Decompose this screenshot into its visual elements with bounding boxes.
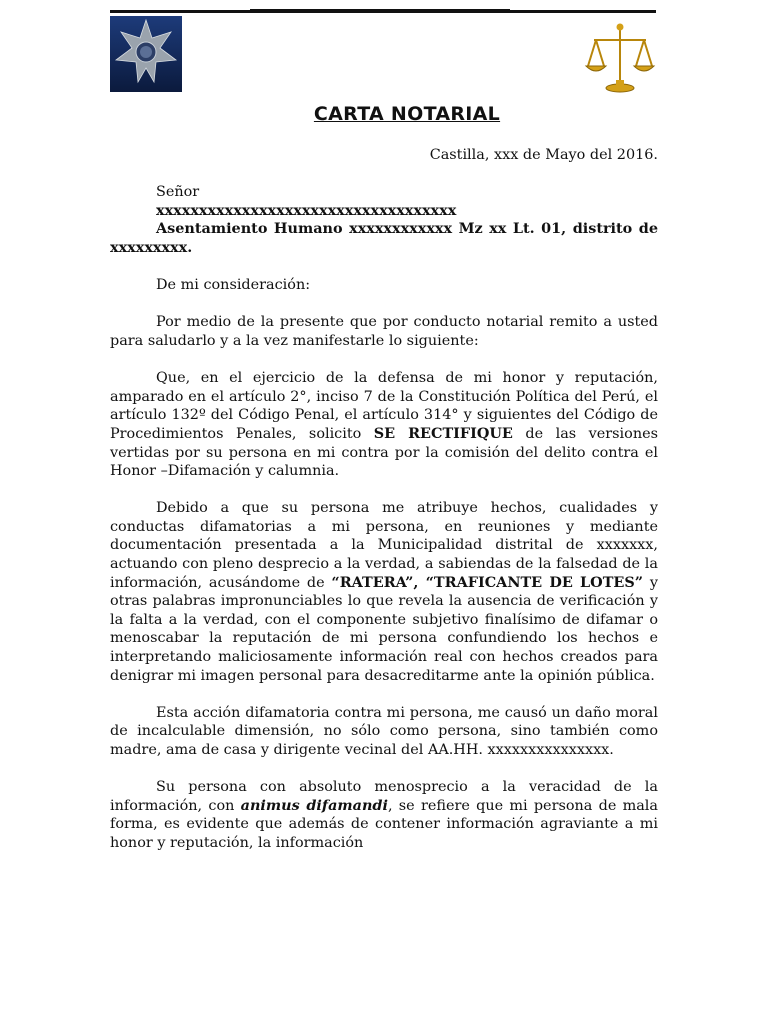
paragraph-text: y otras palabras impronunciables lo que revela la ausencia de verificación y la falta a la verdad, con el componente subjetivo finalísimo de difamar o menoscabar la reputación de mi persona confundiendo los hechos e interpretando maliciosamente información real con hechos creados para denigrar mi imagen personal para desacreditarme ante la opinión pública. (110, 574, 658, 684)
letter-body (110, 146, 658, 853)
paragraph-text: Debido a que su persona me atribuye hechos, cualidades y conductas difamatorias a mi persona, en reuniones y mediante documentación presentada a la Municipalidad distrital de xxxxxxx, actuando con pleno desprecio a la verdad, a sabiendas de la falsedad de la información, acusándome de (110, 500, 658, 591)
greeting: De mi consideración: (156, 277, 311, 294)
paragraph-text: Que, en el ejercicio de la defensa de mi honor y reputación, amparado en el artículo 2°, inciso 7 de la Constitución Política del Perú, el artículo 132º del Código Penal, el artículo 314° y siguientes del Código de Procedimientos Penales, solicito (110, 370, 658, 442)
paragraph-animus (110, 778, 658, 852)
emphasis-animus-difamandi: animus difamandi (240, 796, 388, 814)
justice-scales-logo (582, 20, 658, 96)
recipient-salutation: Señor (156, 184, 200, 201)
recipient-name: xxxxxxxxxxxxxxxxxxxxxxxxxxxxxxxxxxx (156, 201, 457, 219)
date-line: Castilla, xxx de Mayo del 2016. (429, 147, 658, 163)
document-title: CARTA NOTARIAL (313, 103, 501, 125)
paragraph-text: , se refiere que mi persona de mala forma, es evidente que además de contener información agraviante a mi honor y reputación, la información (110, 797, 658, 851)
paragraph-text: de las versiones vertidas por su persona en mi contra por la comisión del delito contra el Honor –Difamación y calumnia. (110, 425, 658, 480)
emphasis-accusations: “RATERA”, “TRAFICANTE DE LOTES” (331, 573, 644, 591)
top-border-line (110, 10, 656, 13)
paragraph-rectification (110, 369, 658, 481)
star-emblem-logo (110, 16, 182, 92)
recipient-address: Asentamiento Humano xxxxxxxxxxxx Mz xx Lt. 01, distrito de xxxxxxxxx. (110, 220, 658, 256)
emphasis-rectifique: SE RECTIFIQUE (373, 424, 513, 442)
paragraph-moral-damage: Esta acción difamatoria contra mi persona, me causó un daño moral de incalculable dimensión, no sólo como persona, sino también como madre, ama de casa y dirigente vecinal del AA.HH. xxxxxxxxxxxxxxx. (110, 704, 658, 758)
paragraph-accusations (110, 499, 658, 685)
paragraph-text: Su persona con absoluto menosprecio a la veracidad de la información, con (110, 779, 658, 814)
paragraph-intro: Por medio de la presente que por conducto notarial remito a usted para saludarlo y a la vez manifestarle lo siguiente: (110, 314, 658, 349)
recipient-block (110, 183, 658, 220)
